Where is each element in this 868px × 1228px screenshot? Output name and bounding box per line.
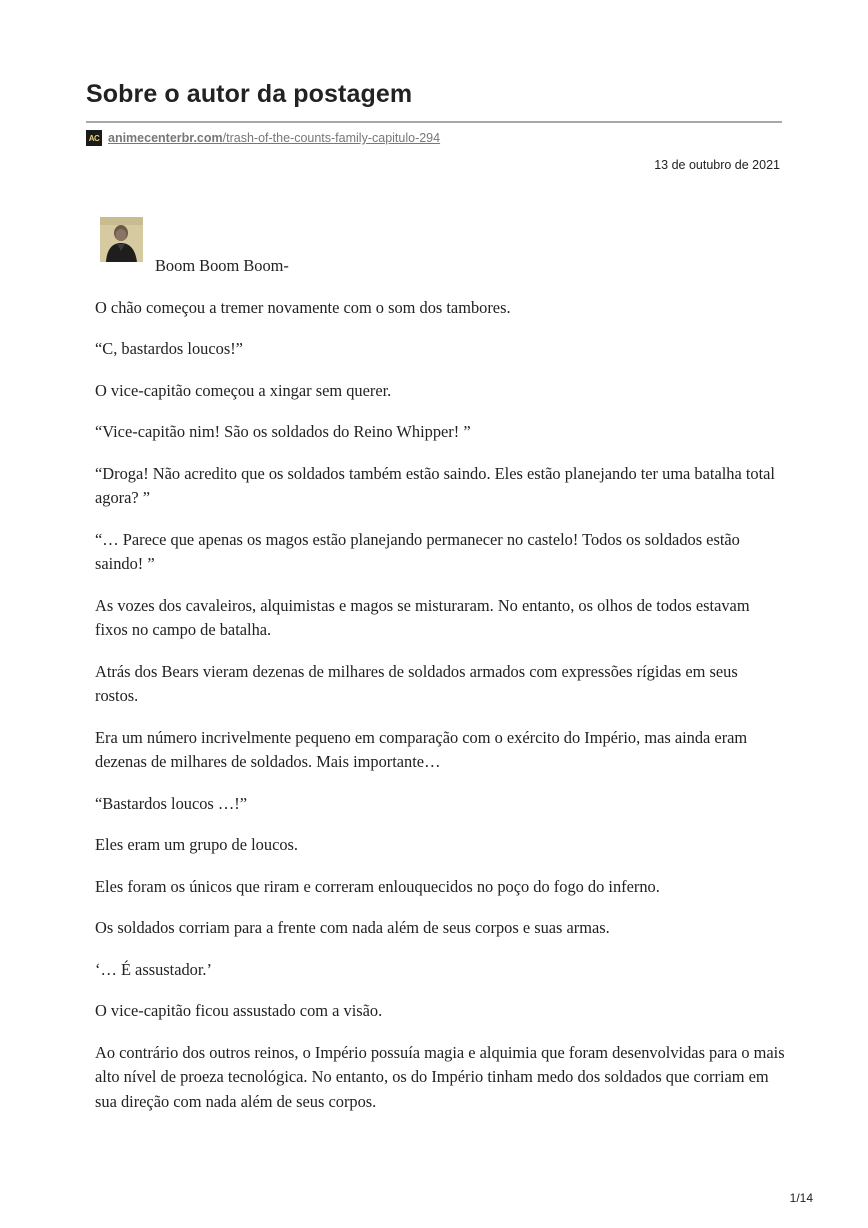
title-divider <box>86 121 782 123</box>
article-paragraph: O chão começou a tremer novamente com o som dos tambores. <box>95 297 511 317</box>
article-paragraph: Eles foram os únicos que riram e correram enlouquecidos no poço do fogo do inferno. <box>95 876 660 896</box>
article-paragraph: “Droga! Não acredito que os soldados também estão saindo. Eles estão planejando ter uma batalha total agora? ” <box>95 463 775 507</box>
publish-date: 13 de outubro de 2021 <box>654 158 780 172</box>
article-paragraph: Eles eram um grupo de loucos. <box>95 835 299 854</box>
article-paragraph: “C, bastardos loucos!” <box>95 339 243 358</box>
article-paragraph: Os soldados corriam para a frente com nada além de seus corpos e suas armas. <box>95 918 610 937</box>
article-body <box>95 254 785 1131</box>
source-line <box>86 130 440 146</box>
source-link[interactable] <box>108 131 440 145</box>
article-paragraph: O vice-capitão começou a xingar sem querer. <box>95 380 392 400</box>
article-paragraph: O vice-capitão ficou assustado com a visão. <box>95 1001 383 1020</box>
article-paragraph: As vozes dos cavaleiros, alquimistas e magos se misturaram. No entanto, os olhos de todos estavam fixos no campo de batalha. <box>95 595 750 639</box>
page-indicator: 1/14 <box>789 1191 813 1205</box>
article-paragraph: Atrás dos Bears vieram dezenas de milhares de soldados armados com expressões rígidas em seus rostos. <box>95 661 738 705</box>
article-paragraph: Boom Boom Boom- <box>155 256 289 275</box>
page-title: Sobre o autor da postagem <box>86 80 413 108</box>
source-domain: animecenterbr.com <box>108 131 223 145</box>
article-paragraph: “Bastardos loucos …!” <box>95 793 248 813</box>
article-paragraph: “… Parece que apenas os magos estão planejando permanecer no castelo! Todos os soldados estão saindo! ” <box>95 529 740 573</box>
source-path: /trash-of-the-counts-family-capitulo-294 <box>222 131 441 145</box>
article-paragraph: “Vice-capitão nim! São os soldados do Reino Whipper! ” <box>95 422 471 441</box>
site-logo-icon: AC <box>86 130 102 146</box>
article-paragraph: ‘… É assustador.’ <box>95 959 212 979</box>
article-paragraph: Ao contrário dos outros reinos, o Império possuía magia e alquimia que foram desenvolvidas para o mais alto nível de proeza tecnológica. No entanto, os do Império tinham medo dos soldados que corriam em sua direção com nada além de seus corpos. <box>95 1042 785 1111</box>
article-paragraph: Era um número incrivelmente pequeno em comparação com o exército do Império, mas ainda eram dezenas de milhares de soldados. Mais importante… <box>95 727 748 771</box>
